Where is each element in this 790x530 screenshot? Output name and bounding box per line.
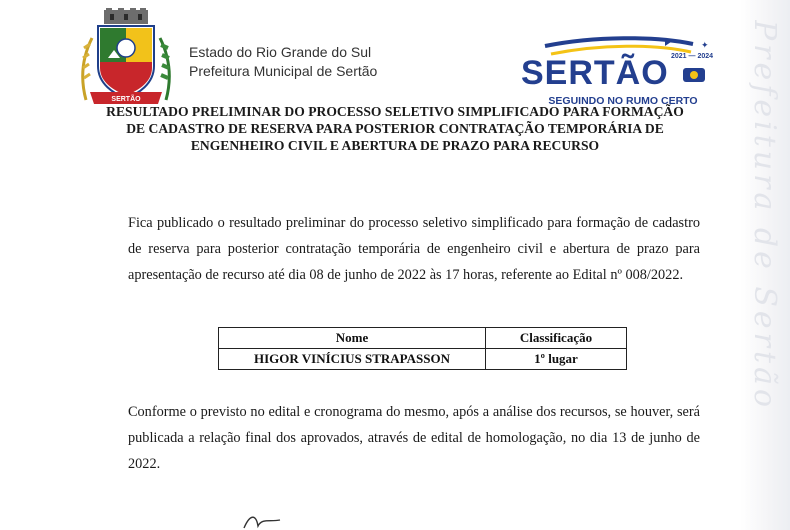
administration-logo (515, 30, 715, 108)
logo-brand: SERTÃO (521, 54, 669, 92)
watermark: Prefeitura de Sertão (747, 20, 782, 412)
header-name: Nome (219, 328, 486, 349)
table-row (219, 349, 627, 370)
logo-slogan: SEGUINDO NO RUMO CERTO (548, 95, 698, 107)
header-classification: Classificação (486, 328, 627, 349)
candidate-classification: 1º lugar (486, 349, 627, 370)
crest-ribbon-label: SERTÃO (111, 96, 141, 103)
results-table (218, 327, 627, 370)
signature-stroke (240, 512, 330, 530)
header-institution (189, 43, 377, 81)
coat-of-arms-icon (76, 8, 176, 106)
sparkle-icon: ✦ (701, 41, 709, 51)
logo-years: 2021 — 2024 (671, 53, 714, 60)
closing-paragraph: Conforme o previsto no edital e cronograma do mesmo, após a análise dos recursos, se houver, será publicada a relação final dos aprovados, através de edital de homologação, no dia 13 de junho de 2022. (128, 404, 700, 472)
table-header-row (219, 328, 627, 349)
document-title: RESULTADO PRELIMINAR DO PROCESSO SELETIVO SIMPLIFICADO PARA FORMAÇÃO DE CADASTRO DE RESERVA PARA POSTERIOR CONTRATAÇÃO TEMPORÁRIA DE ENGENHEIRO CIVIL E ABERTURA DE PRAZO PARA RECURSO (106, 104, 684, 153)
candidate-name: HIGOR VINÍCIUS STRAPASSON (219, 349, 486, 370)
intro-paragraph: Fica publicado o resultado preliminar do processo seletivo simplificado para formação de cadastro de reserva para posterior contratação temporária de engenheiro civil e abertura de prazo para apresentação de recurso até dia 08 de junho de 2022 às 17 horas, referente ao Edital nº 008/2022. (128, 215, 700, 283)
municipality-name: Prefeitura Municipal de Sertão (189, 63, 378, 79)
state-name: Estado do Rio Grande do Sul (189, 44, 372, 60)
